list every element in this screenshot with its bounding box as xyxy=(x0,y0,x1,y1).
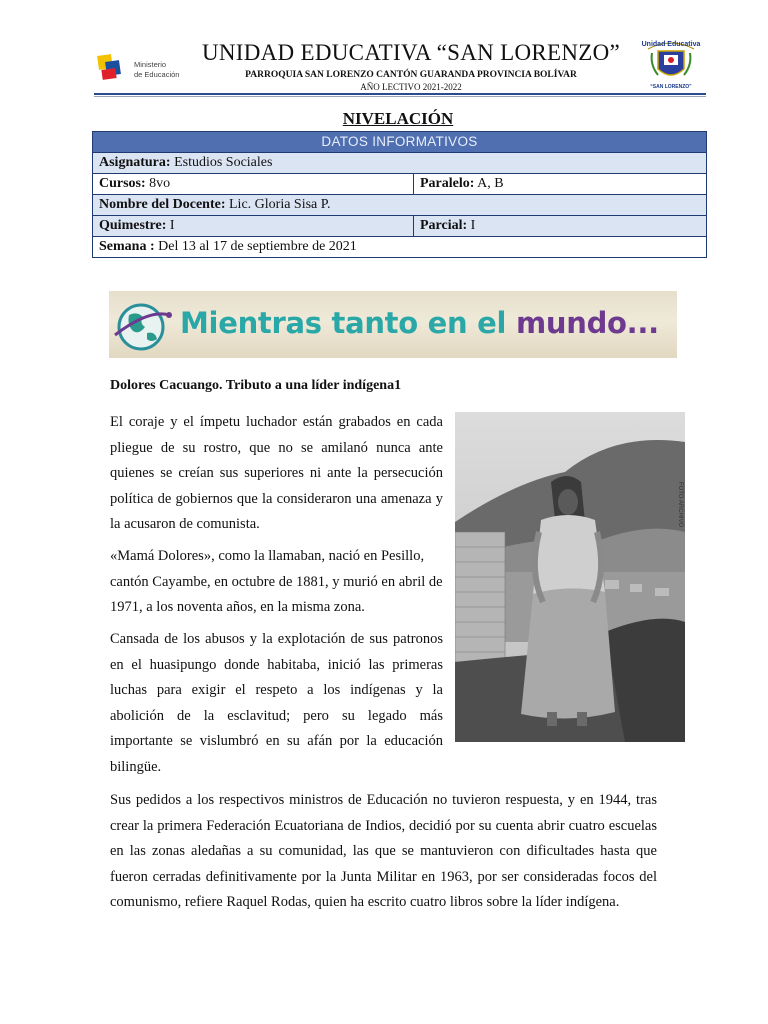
row-docente xyxy=(93,194,706,215)
parcial-value: I xyxy=(470,218,476,233)
row-semana xyxy=(93,236,706,257)
banner-text-accent: mundo... xyxy=(515,306,659,340)
school-location: PARROQUIA SAN LORENZO CANTÓN GUARANDA PROVINCIA BOLÍVAR xyxy=(245,70,577,80)
section-title: NIVELACIÓN xyxy=(342,109,454,128)
svg-text:“SAN LORENZO”: “SAN LORENZO” xyxy=(650,84,692,90)
svg-text:Unidad Educativa: Unidad Educativa xyxy=(641,41,701,48)
header-rule-thin xyxy=(94,96,706,97)
svg-text:de Educación: de Educación xyxy=(134,70,180,79)
article-paragraph-1: El coraje y el ímpetu luchador están grabados en cada pliegue de su rostro, que no se amilanó nunca ante quienes se creían sus superiores ni ante la persecución política de gobiernos que la consideraron una amenaza y la acusaron de comunista. xyxy=(110,414,443,532)
school-year: AÑO LECTIVO 2021-2022 xyxy=(360,82,462,92)
dolores-cacuango-photo xyxy=(455,412,685,742)
ministry-logo xyxy=(96,51,186,85)
info-table-header: DATOS INFORMATIVOS xyxy=(93,132,706,152)
row-asignatura xyxy=(93,152,706,173)
info-table xyxy=(92,131,707,258)
article-paragraph-2: «Mamá Dolores», como la llamaban, nació en Pesillo, cantón Cayambe, en octubre de 1881, y murió en abril de 1971, a los noventa años, en la misma zona. xyxy=(110,548,443,615)
semana-label: Semana : xyxy=(99,239,155,254)
article-paragraph-3: Cansada de los abusos y la explotación de sus patronos en el huasipungo donde habitaba, inició las primeras luchas para exigir el respeto a los indígenas y la abolición de la esclavitud; pero su legado más importante se vislumbró en su afán por la educación bilingüe. xyxy=(110,631,443,775)
quimestre-value: I xyxy=(169,218,175,233)
banner-text-main: Mientras tanto en el xyxy=(180,306,516,340)
asignatura-label: Asignatura: xyxy=(99,155,171,170)
paralelo-value: A, B xyxy=(477,176,504,191)
article-title: Dolores Cacuango. Tributo a una líder indígena1 xyxy=(110,378,402,393)
semana-value: Del 13 al 17 de septiembre de 2021 xyxy=(158,239,357,254)
banner-text xyxy=(180,306,659,340)
row-cursos xyxy=(93,173,706,194)
cursos-value: 8vo xyxy=(149,176,171,191)
photo-credit: FOTO ARCHIVO xyxy=(677,482,683,528)
docente-label: Nombre del Docente: xyxy=(99,197,226,212)
paralelo-label: Paralelo: xyxy=(420,176,475,191)
docente-value: Lic. Gloria Sisa P. xyxy=(229,197,331,212)
quimestre-label: Quimestre: xyxy=(99,218,167,233)
school-crest-logo xyxy=(640,35,702,91)
svg-text:Ministerio: Ministerio xyxy=(134,60,167,69)
header-rule xyxy=(94,93,706,95)
cursos-label: Cursos: xyxy=(99,176,146,191)
parcial-label: Parcial: xyxy=(420,218,468,233)
asignatura-value: Estudios Sociales xyxy=(174,155,273,170)
school-name: UNIDAD EDUCATIVA “SAN LORENZO” xyxy=(201,40,621,65)
article-paragraph-4: Sus pedidos a los respectivos ministros de Educación no tuvieron respuesta, y en 1944, tras crear la primera Federación Ecuatoriana de Indios, decidió por su cuenta abrir cuatro escuelas en las zonas aledañas a su comunidad, las que se mantuvieron con dificultades hasta que fueron cerradas definitivamente por la Junta Militar en 1963, por ser consideradas focos del comunismo, refiere Raquel Rodas, quien ha escrito cuatro libros sobre la líder indígena. xyxy=(110,792,657,910)
row-quimestre xyxy=(93,215,706,236)
